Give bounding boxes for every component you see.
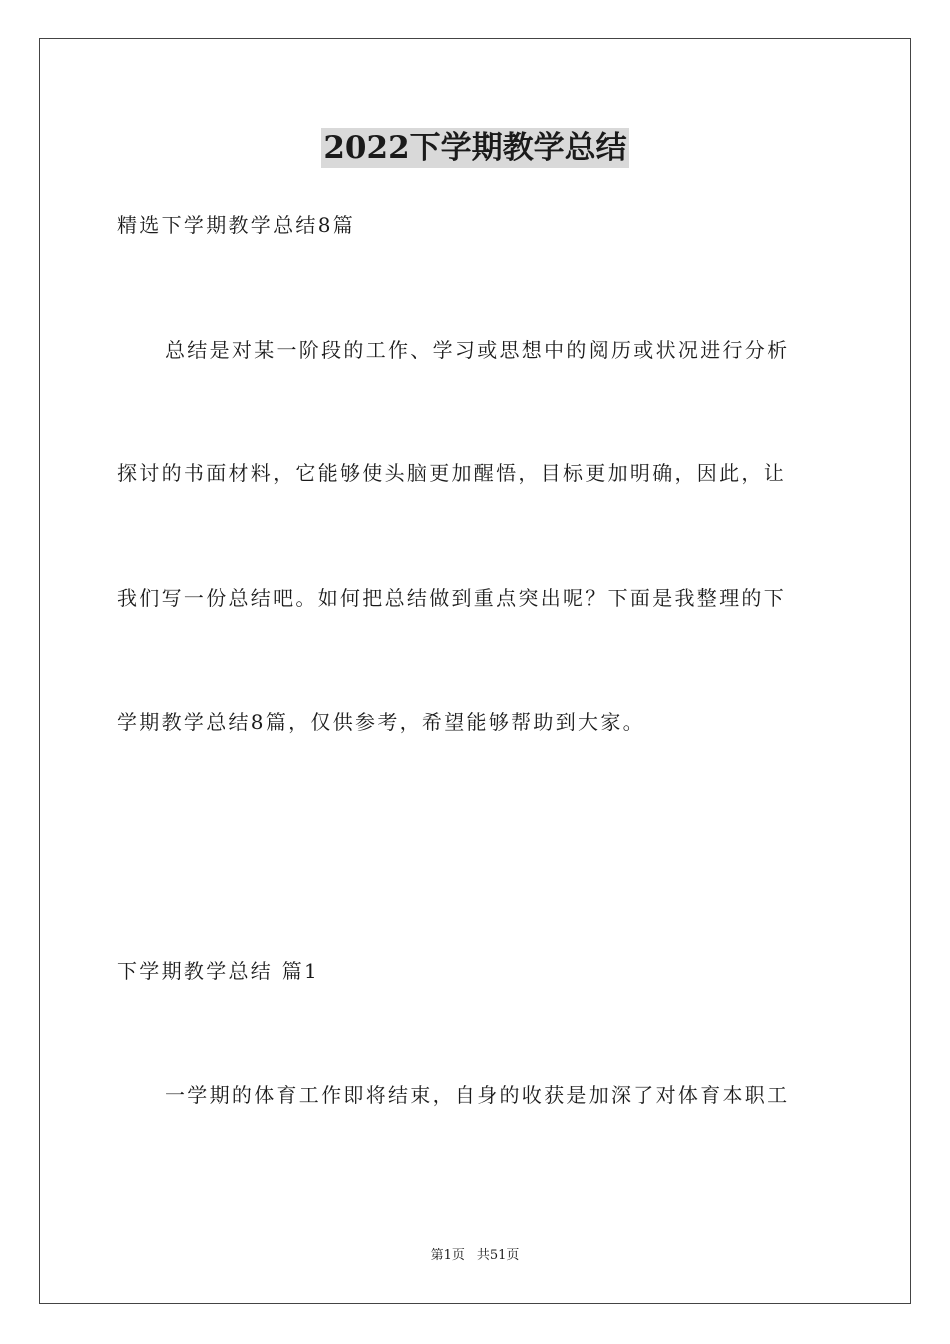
document-subtitle: 精选下学期教学总结8篇 (117, 213, 356, 237)
section-paragraph-line-1: 一学期的体育工作即将结束，自身的收获是加深了对体育本职工 (165, 1083, 790, 1107)
page-number: 第1页 (430, 1248, 465, 1263)
intro-paragraph-line-4: 学期教学总结8篇，仅供参考，希望能够帮助到大家。 (117, 710, 645, 734)
intro-paragraph-line-1: 总结是对某一阶段的工作、学习或思想中的阅历或状况进行分析 (165, 338, 790, 362)
document-title: 2022下学期教学总结 (323, 130, 627, 166)
title-container (0, 128, 950, 168)
page-total: 共51页 (476, 1248, 520, 1263)
page-footer (0, 1247, 950, 1265)
section-heading: 下学期教学总结 篇1 (117, 959, 320, 983)
intro-paragraph-line-2: 探讨的书面材料，它能够使头脑更加醒悟，目标更加明确，因此，让 (117, 461, 786, 485)
intro-paragraph-line-3: 我们写一份总结吧。如何把总结做到重点突出呢？下面是我整理的下 (117, 586, 786, 610)
